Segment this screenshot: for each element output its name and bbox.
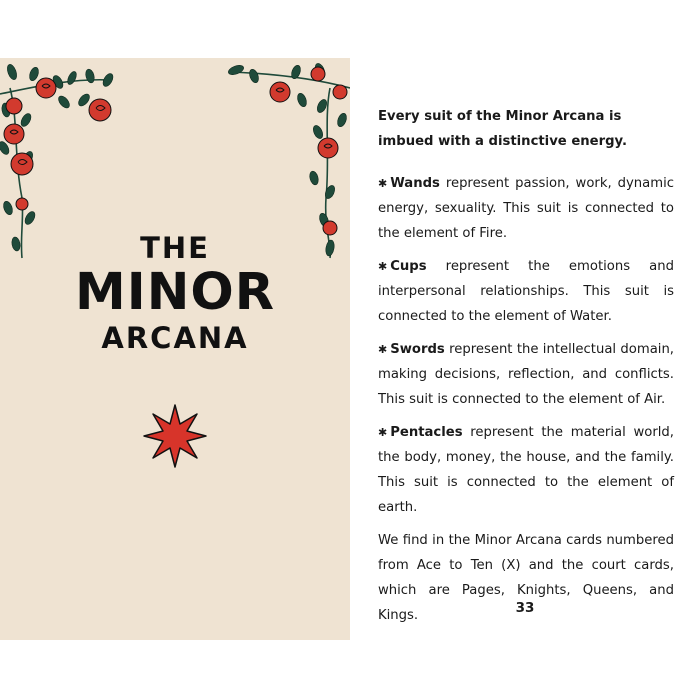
suit-description: represent the material world, the body, money, the house, and the family. This suit is connected to the element of earth. [378,425,674,515]
page-number: 33 [515,600,535,616]
suit-name: Swords [390,342,445,357]
title-line-the: THE [140,231,210,265]
suit-name: Cups [390,259,427,274]
intro-paragraph: Every suit of the Minor Arcana is imbued with a distinctive energy. [378,109,627,149]
closing-paragraph: We find in the Minor Arcana cards numbered from Ace to Ten (X) and the court cards, which are Pages, Knights, Queens, and Kings. [378,533,674,623]
eight-point-star-icon [142,403,208,469]
suit-description: represent the emotions and interpersonal relationships. This suit is connected to the element of Water. [378,259,674,324]
suit-name: Wands [390,176,440,191]
asterisk-icon: ✱ [378,426,388,439]
title-line-arcana: ARCANA [101,321,249,355]
left-page [0,58,350,640]
chapter-title [0,231,350,355]
asterisk-icon: ✱ [378,260,388,273]
suit-paragraph-pentacles [378,420,674,520]
asterisk-icon: ✱ [378,343,388,356]
suit-paragraph-swords [378,337,674,412]
suit-paragraph-wands [378,171,674,246]
suit-paragraph-cups [378,254,674,329]
asterisk-icon: ✱ [378,177,388,190]
suit-description: represent the intellectual domain, making decisions, reflection, and conflicts. This suit is connected to the element of Air. [378,342,674,407]
suit-name: Pentacles [390,425,463,440]
suit-description: represent passion, work, dynamic energy, sexuality. This suit is connected to the element of Fire. [378,176,674,241]
title-line-minor: MINOR [74,263,276,322]
page-text [378,104,674,636]
